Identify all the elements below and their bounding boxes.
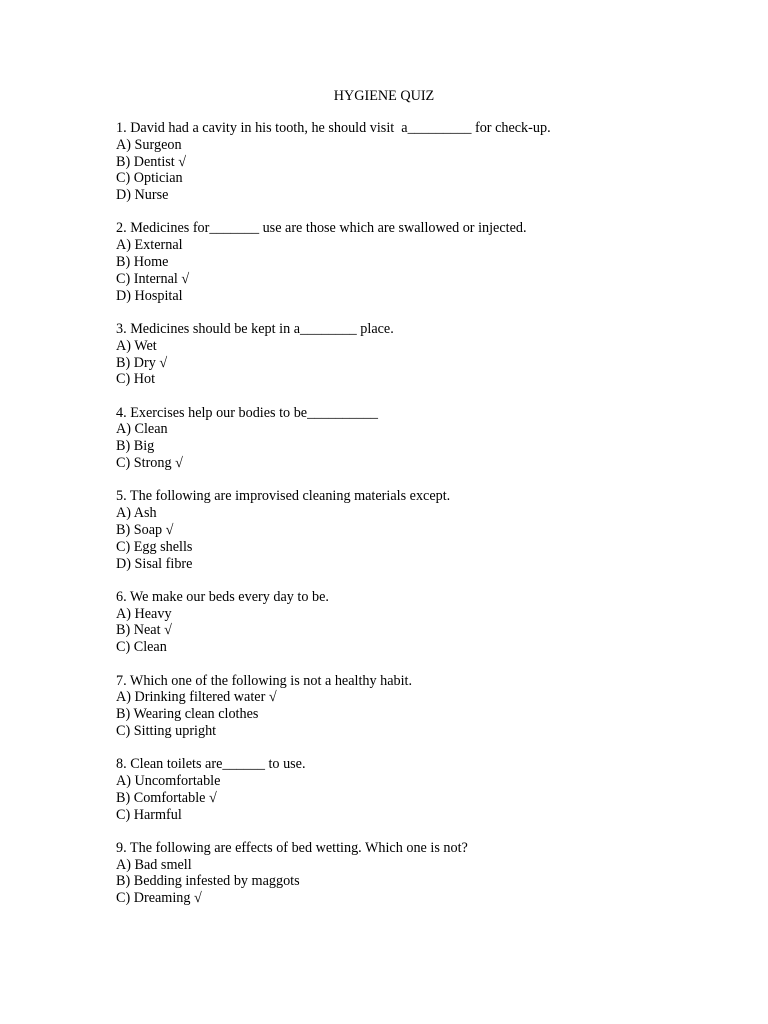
answer-option: C) Hot — [116, 371, 156, 388]
answer-option: A) Uncomfortable — [116, 773, 221, 789]
answer-option: B) Bedding infested by maggots — [116, 873, 300, 890]
question-4 — [116, 405, 736, 472]
question-8 — [116, 756, 736, 823]
answer-option: C) Internal √ — [116, 270, 190, 287]
answer-option: C) Dreaming √ — [116, 890, 202, 907]
answer-option: C) Clean — [116, 639, 167, 656]
question-text: 4. Exercises help our bodies to be__________ — [116, 404, 379, 421]
page-title: HYGIENE QUIZ — [333, 88, 435, 104]
answer-option: A) Bad smell — [116, 856, 192, 873]
question-6 — [116, 589, 736, 656]
answer-option: B) Neat √ — [116, 622, 172, 639]
answer-option: C) Optician — [116, 170, 183, 187]
answer-option: B) Big — [116, 438, 155, 455]
question-text: 6. We make our beds every day to be. — [116, 588, 329, 605]
answer-option: A) Wet — [116, 337, 157, 354]
question-3 — [116, 321, 736, 388]
answer-option: D) Nurse — [116, 187, 169, 204]
answer-option: A) Heavy — [116, 605, 172, 622]
question-9 — [116, 840, 736, 907]
question-text: 5. The following are improvised cleaning materials except. — [116, 488, 451, 505]
answer-option: A) Drinking filtered water √ — [116, 689, 277, 706]
answer-option: C) Egg shells — [116, 538, 193, 555]
answer-option: C) Harmful — [116, 806, 182, 823]
answer-option: B) Soap √ — [116, 521, 174, 538]
answer-option: B) Home — [116, 254, 169, 271]
answer-option: D) Sisal fibre — [116, 555, 193, 572]
answer-option: C) Strong √ — [116, 455, 183, 472]
answer-option: A) Surgeon — [116, 136, 182, 153]
question-5 — [116, 488, 736, 572]
question-2 — [116, 220, 736, 304]
answer-option: C) Sitting upright — [116, 722, 217, 739]
question-text: 1. David had a cavity in his tooth, he should visit a_________ for check-up. — [116, 120, 551, 136]
answer-option: B) Wearing clean clothes — [116, 706, 259, 723]
question-7 — [116, 673, 736, 740]
question-text: 9. The following are effects of bed wetting. Which one is not? — [116, 839, 468, 856]
answer-option: B) Comfortable √ — [116, 789, 217, 806]
answer-option: B) Dry √ — [116, 354, 168, 371]
answer-option: A) External — [116, 237, 183, 254]
answer-option: A) Ash — [116, 505, 157, 522]
answer-option: A) Clean — [116, 421, 168, 438]
question-text: 7. Which one of the following is not a healthy habit. — [116, 672, 413, 689]
question-text: 8. Clean toilets are______ to use. — [116, 756, 306, 773]
question-text: 3. Medicines should be kept in a________ place. — [116, 320, 394, 337]
answer-option: B) Dentist √ — [116, 153, 187, 170]
question-list — [116, 120, 736, 924]
answer-option: D) Hospital — [116, 287, 183, 304]
question-1 — [116, 120, 736, 204]
question-text: 2. Medicines for_______ use are those which are swallowed or injected. — [116, 220, 527, 237]
